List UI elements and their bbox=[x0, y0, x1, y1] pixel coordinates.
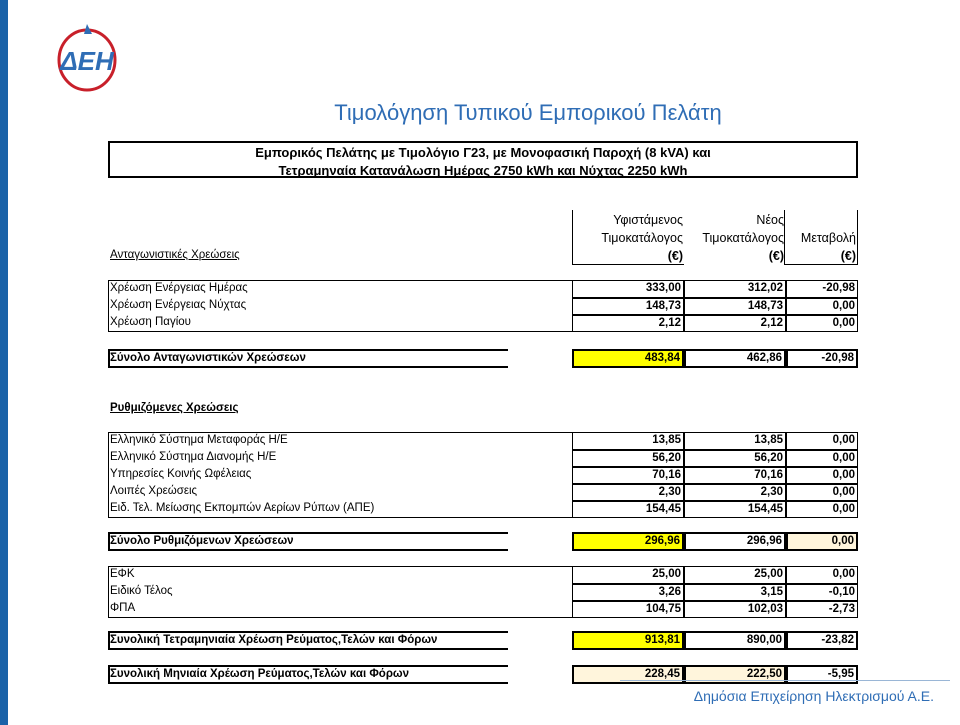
col-header-frame bbox=[572, 210, 684, 265]
subtitle-line-1: Εμπορικός Πελάτης με Τιμολόγιο Γ23, με Μονοφασική Παροχή (8 kVA) και bbox=[255, 145, 711, 160]
subtitle-line-2: Τετραμηναία Κατανάλωση Ημέρας 2750 kWh και Νύχτας 2250 kWh bbox=[278, 163, 688, 178]
customer-description-box bbox=[108, 141, 858, 178]
regulated-heading: Ρυθμιζόμενες Χρεώσεις bbox=[110, 402, 239, 414]
footer-company-name: Δημόσια Επιχείρηση Ηλεκτρισμού Α.Ε. bbox=[693, 688, 934, 704]
col-header-existing: Υφιστάμενος Τιμοκατάλογος (€) bbox=[601, 213, 683, 263]
col-header-frame-2 bbox=[784, 210, 858, 265]
dei-logo bbox=[54, 22, 120, 94]
logo-text: ΔΕΗ bbox=[60, 46, 114, 76]
competitive-heading: Ανταγωνιστικές Χρεώσεις bbox=[110, 249, 240, 261]
col-header-new: Νέος Τιμοκατάλογος (€) bbox=[702, 213, 784, 263]
col-header-change: Μεταβολή (€) bbox=[800, 231, 856, 263]
footer-divider bbox=[620, 680, 950, 681]
page-title: Τιμολόγηση Τυπικού Εμπορικού Πελάτη bbox=[334, 100, 722, 125]
